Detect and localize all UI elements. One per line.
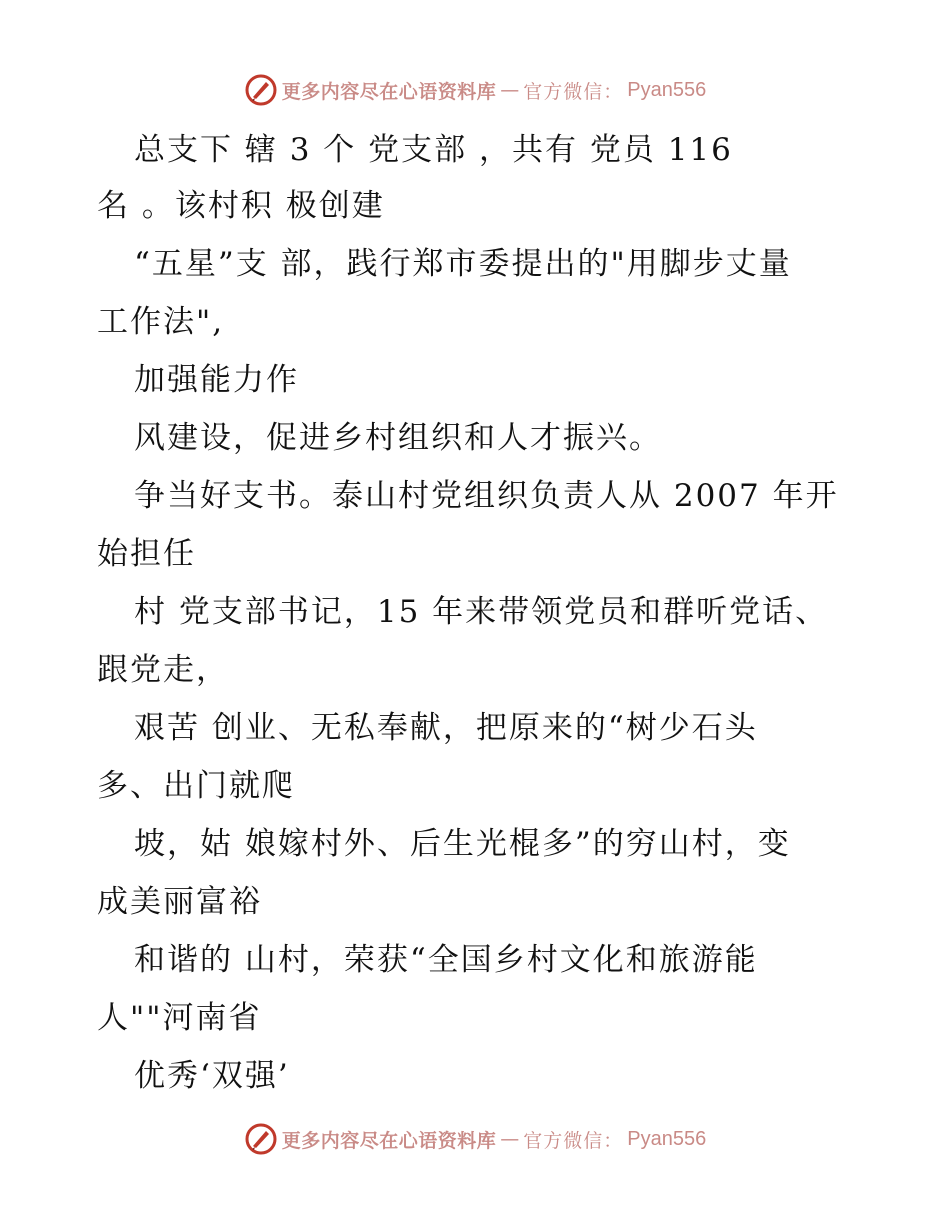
body-line: 跟党走， (97, 652, 229, 688)
header-wechat-id: Pyan556 (627, 78, 707, 101)
body-line: 工作法", (97, 304, 225, 340)
body-line: 多、出门就爬 (97, 768, 295, 804)
brush-pen-logo-icon (244, 73, 278, 107)
header-banner (0, 70, 950, 110)
footer-brand-text: 更多内容尽在心语资料库 (281, 1129, 497, 1152)
body-line: 人""河南省 (97, 1000, 262, 1036)
header-banner-inner (244, 73, 707, 107)
footer-wechat-id: Pyan556 (627, 1127, 707, 1150)
footer-banner-inner (244, 1122, 707, 1156)
header-separator: — (500, 79, 520, 101)
body-line: 争当好支书。泰山村党组织负责人从 2007 年开 (134, 478, 839, 514)
body-line: 名 。该村积 极创建 (97, 188, 385, 224)
header-brand-text: 更多内容尽在心语资料库 (281, 80, 497, 103)
body-line: 坡，姑 娘嫁村外、后生光棍多”的穷山村，变 (134, 826, 791, 862)
body-line: 艰苦 创业、无私奉献，把原来的“树少石头 (134, 710, 758, 746)
body-line: 加强能力作 (134, 362, 299, 398)
body-line: 成美丽富裕 (97, 884, 262, 920)
footer-banner (0, 1119, 950, 1159)
body-line: 和谐的 山村，荣获“全国乡村文化和旅游能 (134, 942, 758, 978)
body-line: 总支下 辖 3 个 党支部 ，共有 党员 116 (134, 132, 733, 168)
body-line: 村 党支部书记，15 年来带领党员和群听党话、 (134, 594, 829, 630)
body-line: 始担任 (97, 536, 196, 572)
footer-wechat-label: 官方微信： (523, 1129, 624, 1152)
brush-pen-logo-icon (244, 1122, 278, 1156)
body-line: 优秀‘双强’ (134, 1058, 290, 1094)
body-line: 风建设，促进乡村组织和人才振兴。 (134, 420, 662, 456)
header-wechat-label: 官方微信： (523, 80, 624, 103)
footer-separator: — (500, 1128, 520, 1150)
body-line: “五星”支 部，践行郑市委提出的"用脚步丈量 (134, 246, 792, 282)
